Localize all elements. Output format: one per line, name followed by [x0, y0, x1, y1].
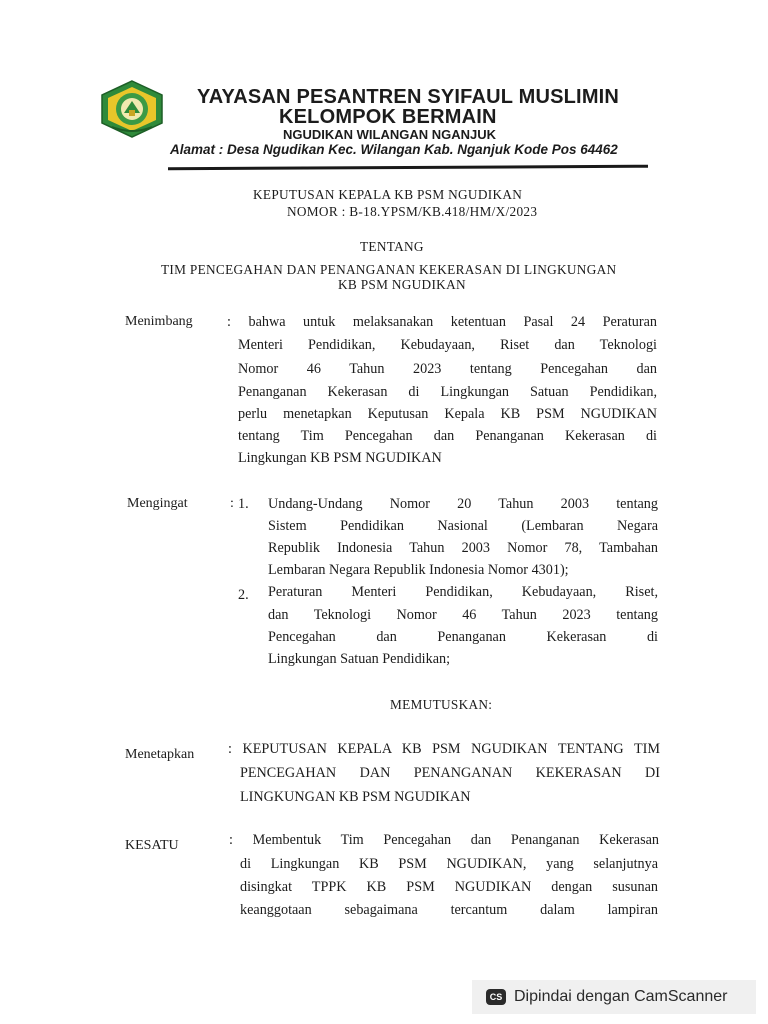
kesatu-line: di Lingkungan KB PSM NGUDIKAN, yang selanjutnya — [240, 856, 658, 872]
kesatu-line: keanggotaan sebagaimana tercantum dalam lampiran — [240, 902, 658, 918]
menimbang-line: Nomor 46 Tahun 2023 tentang Pencegahan dan — [238, 361, 657, 377]
mengingat-line: Republik Indonesia Tahun 2003 Nomor 78, Tambahan — [268, 540, 658, 556]
menimbang-line: Penanganan Kekerasan di Lingkungan Satuan Pendidikan, — [238, 384, 657, 400]
decree-about: TENTANG — [360, 239, 424, 254]
mengingat-colon: : — [230, 496, 234, 511]
menimbang-line: Menteri Pendidikan, Kebudayaan, Riset dan Teknologi — [238, 337, 657, 353]
kesatu-line: disingkat TPPK KB PSM NGUDIKAN dengan susunan — [240, 879, 658, 895]
letterhead-rule — [168, 165, 648, 171]
decree-title: KEPUTUSAN KEPALA KB PSM NGUDIKAN — [253, 187, 523, 202]
org-address: Alamat : Desa Ngudikan Kec. Wilangan Kab. Nganjuk Kode Pos 64462 — [170, 142, 618, 157]
menetapkan-line: : KEPUTUSAN KEPALA KB PSM NGUDIKAN TENTANG TIM — [228, 741, 660, 757]
menimbang-line: Lingkungan KB PSM NGUDIKAN — [238, 450, 442, 466]
org-location: NGUDIKAN WILANGAN NGANJUK — [283, 127, 497, 142]
mengingat-line: Lembaran Negara Republik Indonesia Nomor 4301); — [268, 562, 569, 578]
menimbang-line: : bahwa untuk melaksanakan ketentuan Pasal 24 Peraturan — [227, 314, 657, 330]
menetapkan-line: PENCEGAHAN DAN PENANGANAN KEKERASAN DI — [240, 765, 660, 781]
decree-number: NOMOR : B-18.YPSM/KB.418/HM/X/2023 — [287, 204, 538, 219]
memutuskan-heading: MEMUTUSKAN: — [390, 697, 493, 712]
mengingat-label: Mengingat — [127, 496, 188, 511]
menimbang-label: Menimbang — [125, 314, 193, 329]
menimbang-line: perlu menetapkan Keputusan Kepala KB PSM NGUDIKAN — [238, 406, 657, 422]
mengingat-line: Peraturan Menteri Pendidikan, Kebudayaan, Riset, — [268, 584, 658, 600]
org-name: YAYASAN PESANTREN SYIFAUL MUSLIMIN — [197, 86, 620, 108]
mengingat-line: Lingkungan Satuan Pendidikan; — [268, 651, 451, 667]
menetapkan-line: LINGKUNGAN KB PSM NGUDIKAN — [240, 789, 471, 805]
camscanner-text: Dipindai dengan CamScanner — [514, 988, 728, 1005]
school-emblem-icon — [98, 79, 166, 139]
mengingat-line: Sistem Pendidikan Nasional (Lembaran Negara — [268, 518, 658, 534]
kesatu-line: : Membentuk Tim Pencegahan dan Penanganan Kekerasan — [229, 832, 659, 848]
camscanner-badge — [472, 980, 756, 1014]
decree-subject-line-2: KB PSM NGUDIKAN — [338, 277, 466, 292]
kesatu-label: KESATU — [125, 838, 179, 853]
org-unit: KELOMPOK BERMAIN — [279, 106, 497, 128]
menetapkan-label: Menetapkan — [125, 747, 195, 762]
decree-subject-line-1: TIM PENCEGAHAN DAN PENANGANAN KEKERASAN DI LINGKUNGAN — [161, 262, 617, 277]
mengingat-item-number: 1. — [238, 496, 249, 512]
mengingat-line: Undang-Undang Nomor 20 Tahun 2003 tentang — [268, 496, 658, 512]
mengingat-line: dan Teknologi Nomor 46 Tahun 2023 tentang — [268, 607, 658, 623]
mengingat-line: Pencegahan dan Penanganan Kekerasan di — [268, 629, 658, 645]
mengingat-item-number: 2. — [238, 587, 249, 603]
menimbang-line: tentang Tim Pencegahan dan Penanganan Kekerasan di — [238, 428, 657, 444]
camscanner-icon: CS — [486, 989, 506, 1005]
